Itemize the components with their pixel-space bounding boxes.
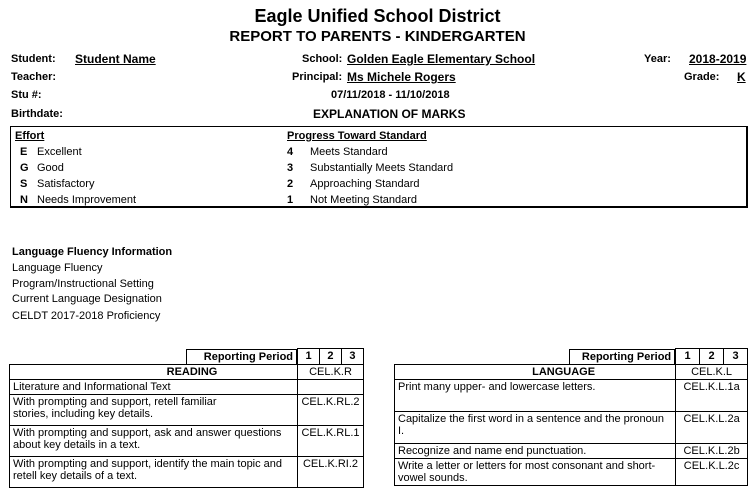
stu-num-label: Stu #:	[11, 89, 42, 101]
principal-label: Principal:	[292, 71, 343, 83]
standard-description: With prompting and support, identify the main topic and retell key details of a text.	[10, 456, 298, 487]
fluency-item: CELDT 2017-2018 Proficiency	[12, 310, 161, 322]
standard-description: Recognize and name end punctuation.	[395, 443, 676, 458]
subject-code: CEL.K.R	[298, 364, 364, 379]
progress-label: Not Meeting Standard	[310, 194, 418, 206]
progress-code: 3	[287, 162, 294, 174]
effort-code: E	[20, 146, 28, 158]
school-name: Golden Eagle Elementary School	[347, 52, 536, 66]
table-row	[10, 425, 364, 456]
standard-description: With prompting and support, retell familiar stories, including key details.	[10, 394, 298, 425]
table-row	[10, 379, 364, 394]
student-label: Student:	[11, 53, 56, 65]
table-row	[395, 458, 748, 485]
reading-subject-row	[10, 364, 364, 379]
standard-description: Capitalize the first word in a sentence and the pronoun I.	[395, 411, 676, 443]
standard-code: CEL.K.L.2b	[676, 443, 748, 458]
fluency-item: Program/Instructional Setting	[12, 278, 154, 290]
table-row	[10, 456, 364, 487]
birthdate-label: Birthdate:	[11, 108, 63, 120]
subject-title: LANGUAGE	[395, 364, 676, 379]
progress-label: Approaching Standard	[310, 178, 420, 190]
progress-code: 1	[287, 194, 294, 206]
effort-code: G	[20, 162, 29, 174]
date-range: 07/11/2018 - 11/10/2018	[331, 89, 450, 101]
period-2: 2	[700, 349, 724, 365]
grade-value: K	[737, 70, 746, 84]
year-value: 2018-2019	[689, 52, 747, 66]
table-row	[395, 443, 748, 458]
reporting-period-label: Reporting Period	[569, 349, 676, 364]
fluency-title: Language Fluency Information	[12, 246, 173, 258]
progress-label: Substantially Meets Standard	[310, 162, 454, 174]
effort-label: Needs Improvement	[37, 194, 137, 206]
language-subject-row	[395, 364, 748, 379]
progress-label: Meets Standard	[310, 146, 388, 158]
standard-code	[298, 379, 364, 394]
standard-description: Write a letter or letters for most consonant and short-vowel sounds.	[395, 458, 676, 485]
table-row	[10, 394, 364, 425]
year-label: Year:	[644, 53, 671, 65]
subject-code: CEL.K.L	[676, 364, 748, 379]
language-table	[394, 348, 748, 486]
progress-title: Progress Toward Standard	[287, 130, 427, 142]
period-1: 1	[676, 349, 700, 365]
effort-code: S	[20, 178, 28, 190]
period-1: 1	[298, 349, 320, 365]
language-period-header	[395, 349, 748, 365]
effort-label: Excellent	[37, 146, 82, 158]
standard-description: Print many upper- and lowercase letters.	[395, 379, 676, 411]
fluency-item: Language Fluency	[12, 262, 103, 274]
effort-label: Satisfactory	[37, 178, 95, 190]
standard-description: With prompting and support, ask and answer questions about key details in a text.	[10, 425, 298, 456]
student-name: Student Name	[75, 52, 156, 66]
standard-code: CEL.K.L.2c	[676, 458, 748, 485]
effort-label: Good	[37, 162, 64, 174]
explanation-heading: EXPLANATION OF MARKS	[313, 107, 466, 121]
table-row	[395, 411, 748, 443]
standard-code: CEL.K.L.2a	[676, 411, 748, 443]
effort-title: Effort	[15, 130, 45, 142]
report-title: REPORT TO PARENTS - KINDERGARTEN	[229, 28, 526, 45]
standard-description: Literature and Informational Text	[10, 379, 298, 394]
fluency-item: Current Language Designation	[12, 293, 162, 305]
effort-code: N	[20, 194, 28, 206]
period-2: 2	[320, 349, 342, 365]
subject-title: READING	[10, 364, 298, 379]
standard-code: CEL.K.RL.1	[298, 425, 364, 456]
period-3: 3	[724, 349, 748, 365]
standard-code: CEL.K.L.1a	[676, 379, 748, 411]
progress-code: 4	[287, 146, 294, 158]
progress-code: 2	[287, 178, 294, 190]
reporting-period-label: Reporting Period	[186, 349, 298, 364]
principal-name: Ms Michele Rogers	[347, 70, 456, 84]
reading-period-header	[10, 349, 364, 365]
standard-code: CEL.K.RI.2	[298, 456, 364, 487]
school-label: School:	[302, 53, 343, 65]
period-3: 3	[341, 349, 363, 365]
standard-code: CEL.K.RL.2	[298, 394, 364, 425]
grade-label: Grade:	[684, 71, 720, 83]
district-title: Eagle Unified School District	[254, 6, 501, 26]
table-row	[395, 379, 748, 411]
teacher-label: Teacher:	[11, 71, 57, 83]
reading-table	[9, 348, 364, 488]
